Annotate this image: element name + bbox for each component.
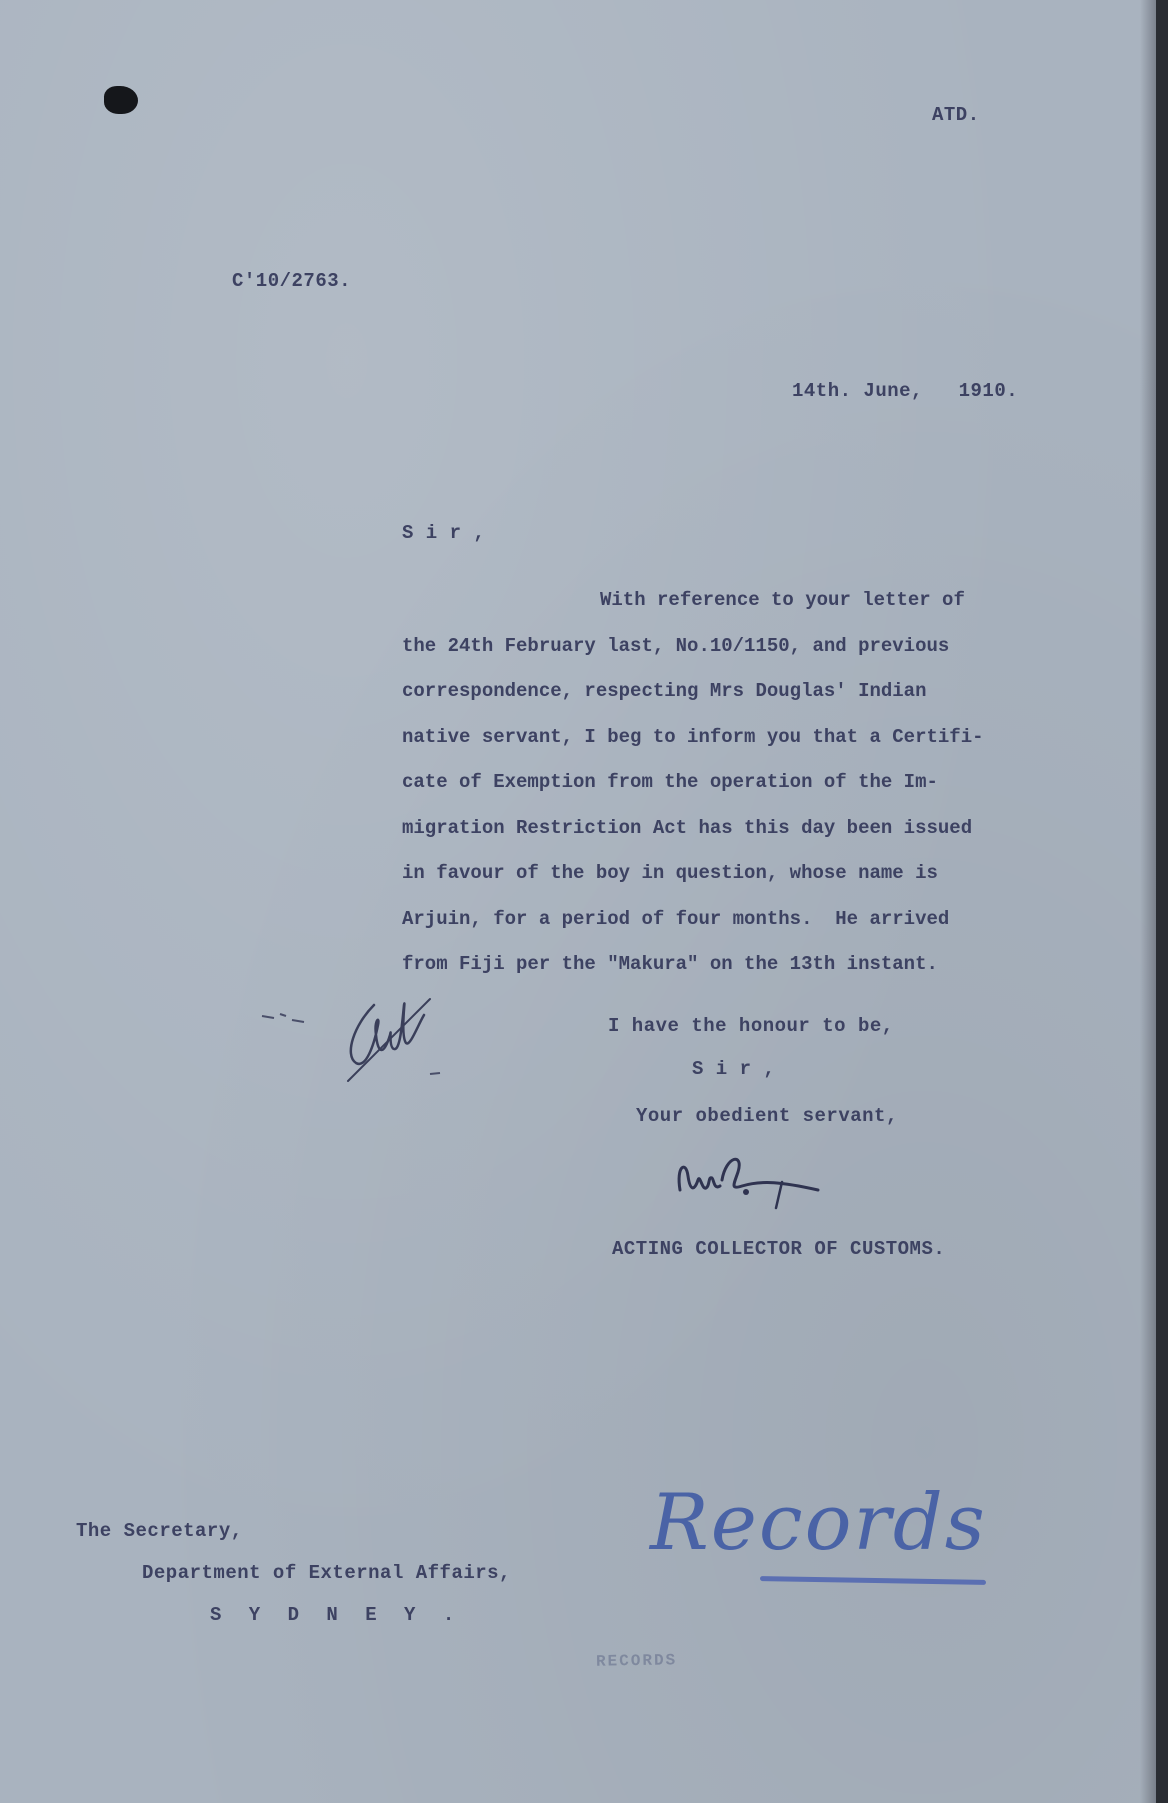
records-annotation: Records bbox=[650, 1478, 987, 1568]
file-mark: ATD. bbox=[932, 104, 980, 126]
addressee-line-3: S Y D N E Y . bbox=[210, 1604, 463, 1626]
body-line: from Fiji per the "Makura" on the 13th instant. bbox=[402, 953, 938, 975]
ink-mark-icon bbox=[428, 1068, 444, 1078]
closing-salutation: S i r , bbox=[692, 1058, 776, 1080]
faint-stamp: RECORDS bbox=[595, 1651, 678, 1671]
reference-number: C'10/2763. bbox=[232, 270, 352, 292]
closing-line-1: I have the honour to be, bbox=[608, 1015, 894, 1037]
punch-hole bbox=[104, 86, 138, 114]
body-line: in favour of the boy in question, whose name is bbox=[402, 862, 938, 884]
page-edge-shadow bbox=[1140, 0, 1156, 1803]
handwritten-initials-icon bbox=[344, 985, 434, 1085]
body-line: native servant, I beg to inform you that a Certifi- bbox=[402, 725, 984, 748]
signature-icon bbox=[672, 1146, 832, 1226]
body-line: With reference to your letter of bbox=[600, 589, 965, 611]
body-line: Arjuin, for a period of four months. He arrived bbox=[402, 907, 950, 930]
letter-body bbox=[402, 578, 1102, 988]
body-line: the 24th February last, No.10/1150, and previous bbox=[402, 634, 950, 657]
body-line: correspondence, respecting Mrs Douglas' Indian bbox=[402, 680, 927, 702]
records-underline bbox=[760, 1576, 986, 1585]
signatory-title: ACTING COLLECTOR OF CUSTOMS. bbox=[612, 1238, 946, 1260]
letter-date: 14th. June, 1910. bbox=[792, 380, 1019, 402]
ink-marks-icon bbox=[260, 1008, 320, 1028]
closing-line-3: Your obedient servant, bbox=[636, 1105, 898, 1127]
addressee-line-1: The Secretary, bbox=[76, 1520, 243, 1542]
salutation: S i r , bbox=[402, 522, 486, 544]
body-line: cate of Exemption from the operation of the Im- bbox=[402, 771, 938, 793]
body-line: migration Restriction Act has this day been issued bbox=[402, 816, 973, 839]
addressee-line-2: Department of External Affairs, bbox=[142, 1562, 511, 1584]
